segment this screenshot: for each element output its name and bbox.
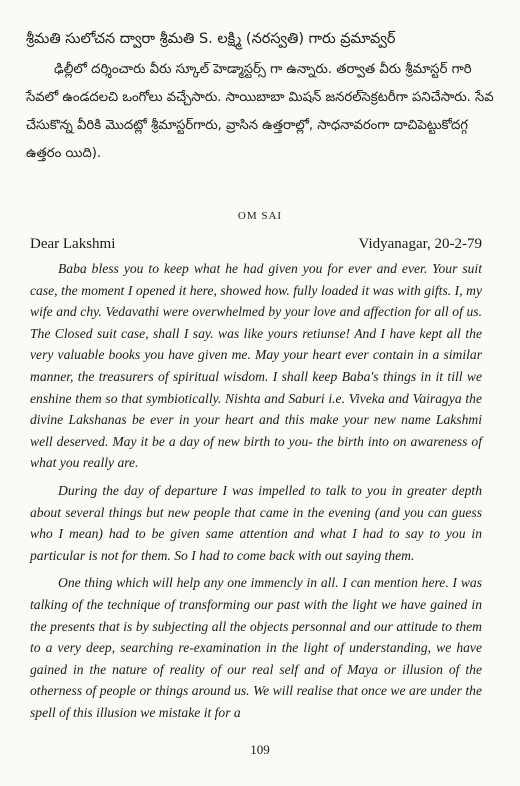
letter-heading: OM SAI	[237, 210, 283, 222]
letter-paragraph-2: During the day of departure I was impelled to talk to you in greater depth about several things but new people that came in the evening (and you can guess who I mean) had to be given same attention and what I had to say to you in particular is not for them. So I had to come back with out saying them.	[30, 482, 482, 563]
letter-body	[30, 258, 482, 729]
salutation-row	[30, 236, 482, 253]
letter-paragraph-3: One thing which will help any one immencly in all. I can mention here. I was talking of the technique of transforming our past with the light we have gained in the presents that is by subjecting all the objects personnal and our attitude to them to a very deep, searching re-examination in the light of understanding, we have gained in the nature of reality of our real self and of Maya or illusion of the otherness of people or things around us. We will realise that once we are under the spell of this illusion we mistake it for a	[30, 575, 482, 720]
telugu-paragraph: ఢిల్లీలో దర్శించారు వీరు స్కూల్ హెడ్మాస్టర్స్ గా ఉన్నారు. తర్వాత వీరు శ్రీమాస్టర్ గారి సేవలో ఉండదలచి ఒంగోలు వచ్చేసారు. సాయిబాబా మిషన్ జనరల్‌సెక్రటరీగా పనిచేసారు. సేవ చేసుకొన్న వీరికి మొదట్లో శ్రీమాస్టర్‌గారు, వ్రాసిన ఉత్తరాల్లో, సాధనావరంగా దాచిపెట్టుకోదగ్గ ఉత్తరం యిది).	[26, 62, 494, 161]
salutation: Dear Lakshmi	[30, 236, 116, 252]
telugu-intro	[26, 28, 496, 168]
place-date: Vidyanagar, 20-2-79	[358, 236, 482, 252]
telugu-title: శ్రీమతి సులోచన ద్వారా శ్రీమతి S. లక్ష్మి (నరస్వతి) గారు వ్రమావ్వర్	[26, 31, 396, 47]
page-number: 109	[250, 742, 270, 757]
letter-paragraph-1: Baba bless you to keep what he had given you for ever and ever. Your suit case, the moment I opened it here, showed how. fully loaded it was with gifts. I, my wife and chy. Vedavathi were overwhelmed by your love and affection for all of us. The Closed suit case, shall I say. was like yours retiunse! And I have kept all the very valuable books you have given me. May your heart ever contain in a similar manner, the treasurers of spiritual wisdom. I shall keep Baba's things in it till we enshine them so that symbiotically. Nishta and Saburi i.e. Viveka and Vairagya the divine Lakshanas be ever in your heart and this make your new name Lakshmi well deserved. May it be a day of new birth to you- the birth into on awareness of what you really are.	[30, 261, 482, 471]
